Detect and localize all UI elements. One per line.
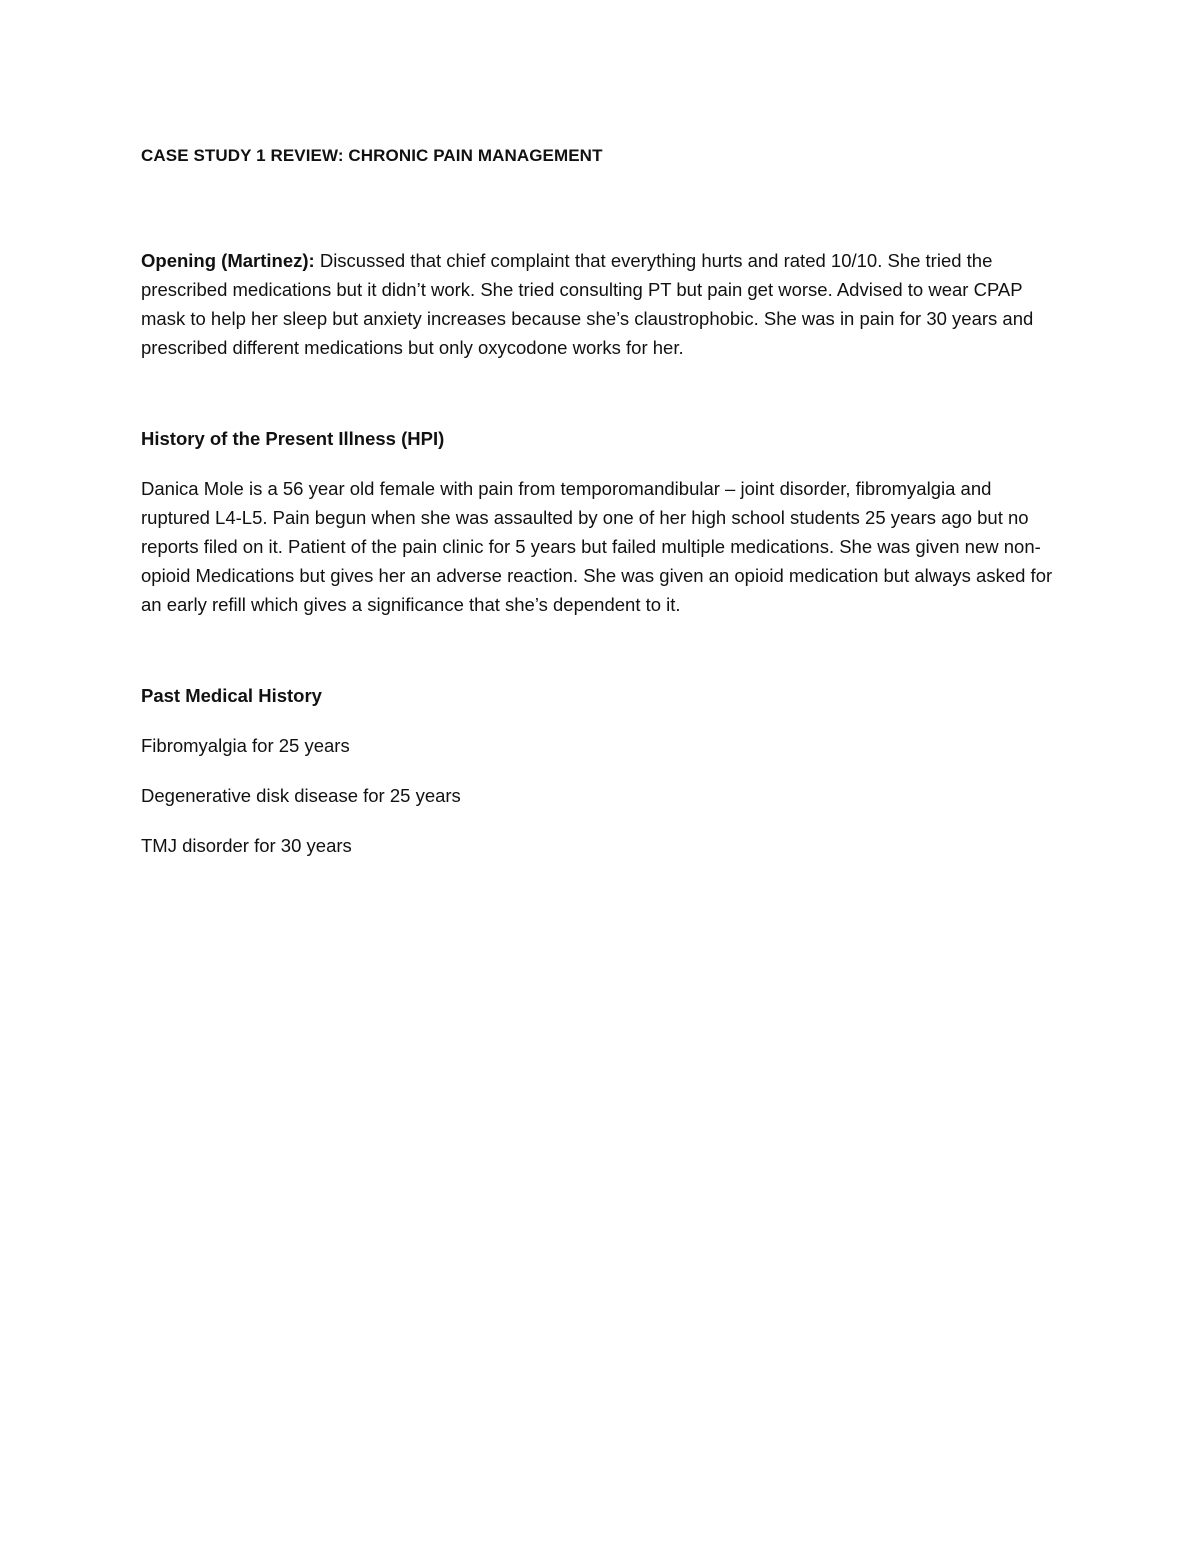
- opening-text: Discussed that chief complaint that everything hurts and rated 10/10. She tried the prescribed medications but it didn’t work. She tried consulting PT but pain get worse. Advised to wear CPAP mask to help her sleep but anxiety increases because she’s claustrophobic. She was in pain for 30 years and prescribed different medications but only oxycodone works for her.: [141, 250, 1034, 358]
- past-medical-history-list: [141, 731, 1061, 860]
- opening-label: Opening (Martinez):: [141, 250, 315, 271]
- opening-paragraph: [141, 246, 1061, 362]
- list-item: TMJ disorder for 30 years: [141, 835, 352, 856]
- hpi-paragraph: Danica Mole is a 56 year old female with pain from temporomandibular – joint disorder, fibromyalgia and ruptured L4-L5. Pain begun when she was assaulted by one of her high school students 25 years ago but no reports filed on it. Patient of the pain clinic for 5 years but failed multiple medications. She was given new non-opioid Medications but gives her an adverse reaction. She was given an opioid medication but always asked for an early refill which gives a significance that she’s dependent to it.: [141, 478, 1053, 615]
- document-title: CASE STUDY 1 REVIEW: CHRONIC PAIN MANAGEMENT: [141, 146, 603, 165]
- list-item: Degenerative disk disease for 25 years: [141, 785, 461, 806]
- past-medical-history-heading: Past Medical History: [141, 685, 322, 706]
- document-content: [141, 143, 1061, 860]
- list-item: Fibromyalgia for 25 years: [141, 735, 350, 756]
- hpi-heading: History of the Present Illness (HPI): [141, 428, 445, 449]
